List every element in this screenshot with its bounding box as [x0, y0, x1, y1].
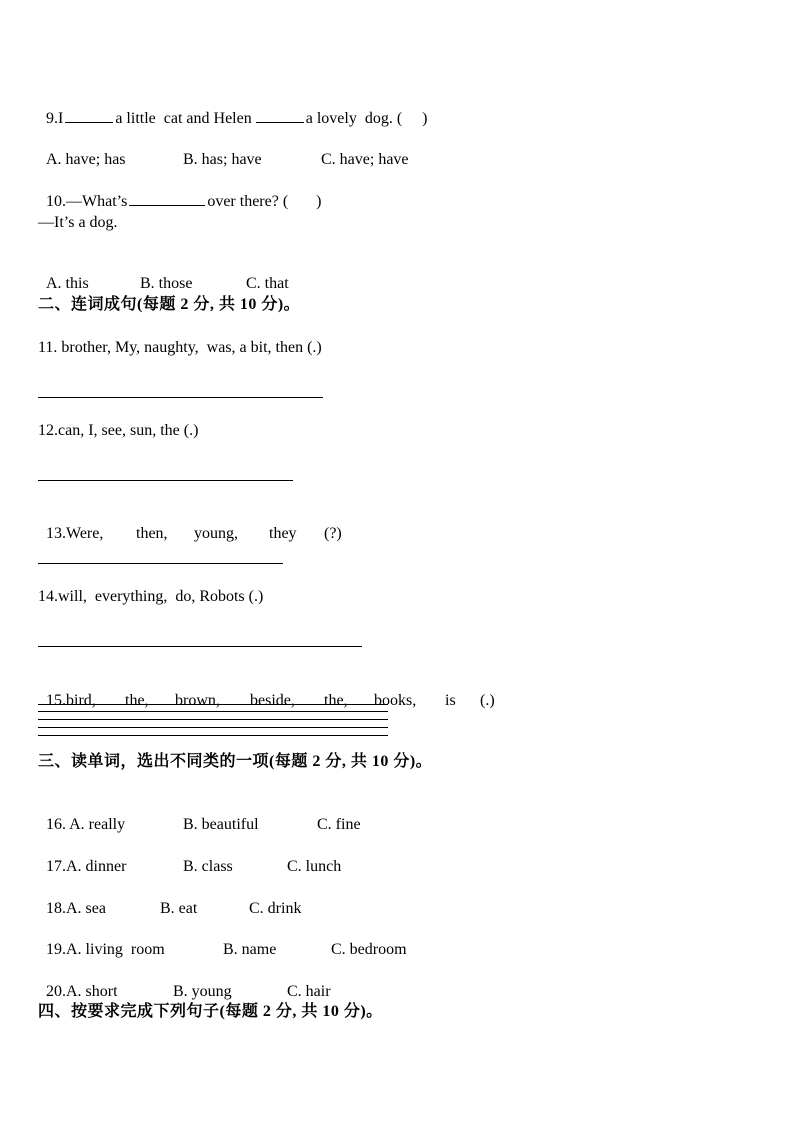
- q16-option-a: 16. A. really: [46, 816, 126, 833]
- section-3-title: 三、读单词，选出不同类的一项(每题 2 分, 共 10 分)。: [38, 753, 433, 770]
- q20-option-c: C. hair: [287, 983, 331, 1000]
- q10-text-1: —What’s: [66, 193, 128, 210]
- q18-option-b: B. eat: [160, 900, 198, 917]
- q15-word-3: brown,: [175, 692, 220, 709]
- question-15: [38, 671, 495, 711]
- question-16: [38, 795, 361, 835]
- question-10: [38, 171, 322, 212]
- q15-word-7: is: [445, 692, 456, 709]
- q20-option-b: B. young: [173, 983, 232, 1000]
- q10-option-a: A. this: [46, 275, 89, 292]
- q10-number: 10.: [46, 193, 66, 210]
- q15-answer-line-2[interactable]: [38, 711, 388, 712]
- question-17: [38, 837, 341, 877]
- q19-option-a: 19.A. living room: [46, 941, 165, 958]
- q13-word-2: then,: [136, 525, 168, 542]
- q13-word-3: young,: [194, 525, 238, 542]
- question-11: 11. brother, My, naughty, was, a bit, then (.): [38, 339, 322, 356]
- q20-option-a: 20.A. short: [46, 983, 118, 1000]
- q15-answer-line-4[interactable]: [38, 727, 388, 728]
- q13-word-4: they: [269, 525, 297, 542]
- q9-option-b: B. has; have: [183, 151, 262, 168]
- q14-answer-line[interactable]: [38, 646, 362, 647]
- q15-answer-line-5[interactable]: [38, 735, 388, 736]
- q9-blank-1[interactable]: [65, 108, 113, 123]
- q17-option-b: B. class: [183, 858, 233, 875]
- q17-option-c: C. lunch: [287, 858, 342, 875]
- q13-word-5: (?): [324, 525, 342, 542]
- q10-option-c: C. that: [246, 275, 289, 292]
- section-4-title: 四、按要求完成下列句子(每题 2 分, 共 10 分)。: [38, 1003, 383, 1020]
- question-18: [38, 879, 301, 919]
- q9-option-c: C. have; have: [321, 151, 409, 168]
- q9-option-a: A. have; has: [46, 151, 126, 168]
- q10-options: [38, 254, 289, 294]
- q10-option-b: B. those: [140, 275, 193, 292]
- q15-word-5: the,: [324, 692, 348, 709]
- q16-option-c: C. fine: [317, 816, 361, 833]
- question-19: [38, 920, 407, 960]
- question-13: [38, 504, 342, 544]
- q12-answer-line[interactable]: [38, 480, 293, 481]
- q10-blank[interactable]: [129, 191, 205, 206]
- q15-word-8: (.): [480, 692, 495, 709]
- q15-word-1: 15.bird,: [46, 692, 96, 709]
- q10-text-2: over there? (: [207, 193, 289, 210]
- q19-option-c: C. bedroom: [331, 941, 407, 958]
- q9-number: 9.I: [46, 110, 64, 127]
- q15-word-4: beside,: [250, 692, 295, 709]
- q18-option-c: C. drink: [249, 900, 302, 917]
- q9-text-3: a lovely dog. (: [305, 110, 403, 127]
- q15-answer-line-3[interactable]: [38, 719, 388, 720]
- q15-word-2: the,: [125, 692, 149, 709]
- q9-blank-2[interactable]: [256, 108, 304, 123]
- q15-word-6: books,: [374, 692, 417, 709]
- q11-answer-line[interactable]: [38, 397, 323, 398]
- q10-text-3: ): [316, 193, 322, 210]
- q10-reply: —It’s a dog.: [38, 214, 118, 231]
- q16-option-b: B. beautiful: [183, 816, 259, 833]
- q9-text-4: ): [422, 110, 428, 127]
- question-12: 12.can, I, see, sun, the (.): [38, 422, 199, 439]
- q9-text-2: a little cat and Helen: [115, 110, 252, 127]
- question-14: 14.will, everything, do, Robots (.): [38, 588, 264, 605]
- q13-answer-line[interactable]: [38, 563, 283, 564]
- q13-word-1: 13.Were,: [46, 525, 104, 542]
- question-20: [38, 962, 331, 1002]
- q15-answer-line-1[interactable]: [38, 704, 388, 705]
- q17-option-a: 17.A. dinner: [46, 858, 127, 875]
- q9-options: [38, 130, 409, 170]
- section-2-title: 二、连词成句(每题 2 分, 共 10 分)。: [38, 296, 301, 313]
- q19-option-b: B. name: [223, 941, 277, 958]
- question-9: [38, 88, 427, 129]
- q18-option-a: 18.A. sea: [46, 900, 106, 917]
